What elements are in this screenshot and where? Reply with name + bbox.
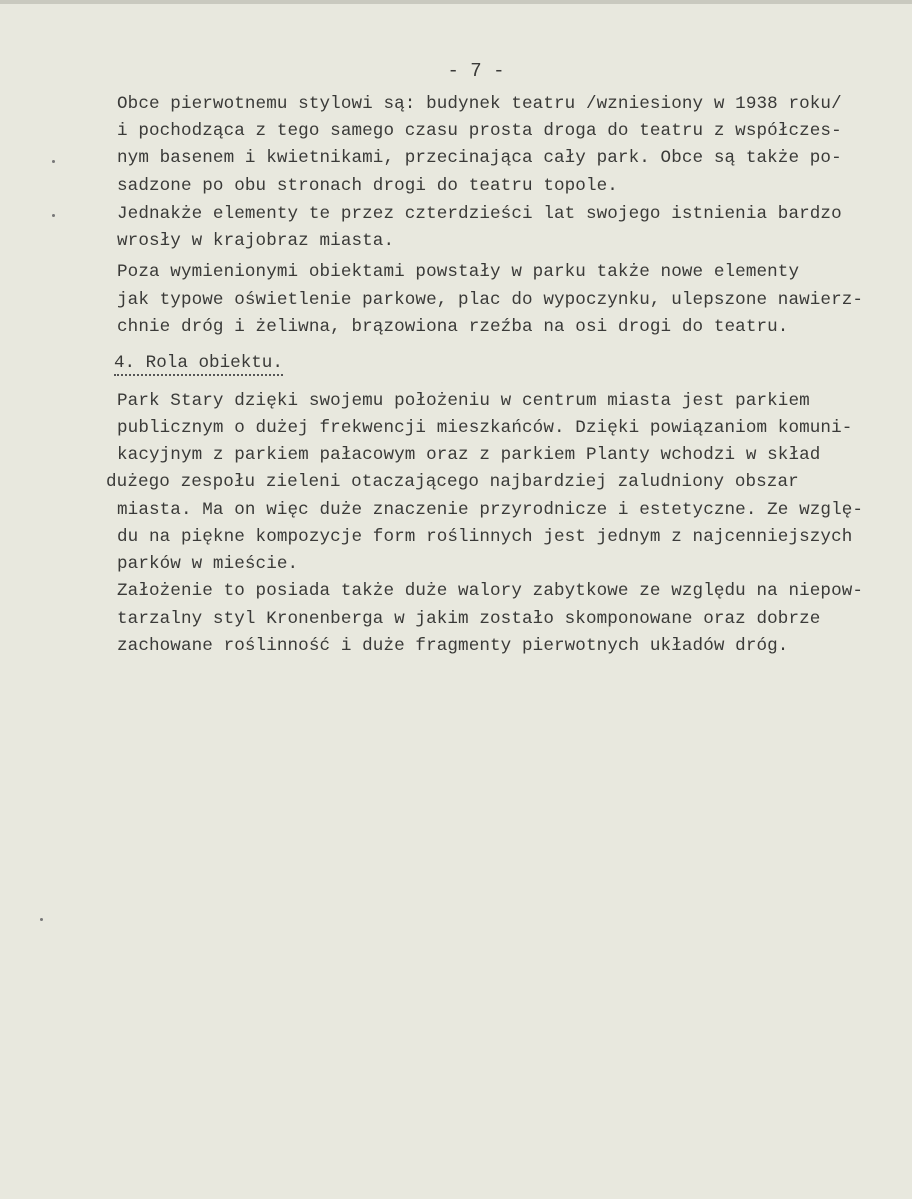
text-line: zachowane roślinność i duże fragmenty pierwotnych układów dróg. xyxy=(117,636,789,656)
text-line: miasta. Ma on więc duże znaczenie przyrodnicze i estetyczne. Ze wzglę- xyxy=(117,500,864,520)
margin-mark xyxy=(52,214,55,217)
text-line: Założenie to posiada także duże walory zabytkowe ze względu na niepow- xyxy=(117,581,864,601)
text-line: Jednakże elementy te przez czterdzieści lat swojego istnienia bardzo xyxy=(117,204,842,224)
text-line: parków w mieście. xyxy=(117,554,299,574)
text-line: nym basenem i kwietnikami, przecinająca cały park. Obce są także po- xyxy=(117,148,842,168)
text-line: Poza wymienionymi obiektami powstały w parku także nowe elementy xyxy=(117,262,800,282)
text-line: chnie dróg i żeliwna, brązowiona rzeźba na osi drogi do teatru. xyxy=(117,317,789,337)
text-line: jak typowe oświetlenie parkowe, plac do wypoczynku, ulepszone nawierz- xyxy=(117,290,864,310)
page-number: - 7 - xyxy=(447,60,505,82)
text-line: du na piękne kompozycje form roślinnych jest jednym z najcenniejszych xyxy=(117,527,853,547)
text-line: dużego zespołu zieleni otaczającego najbardziej zaludniony obszar xyxy=(106,472,799,492)
margin-mark xyxy=(52,160,55,163)
text-line: kacyjnym z parkiem pałacowym oraz z parkiem Planty wchodzi w skład xyxy=(117,445,821,465)
text-line: tarzalny styl Kronenberga w jakim zostało skomponowane oraz dobrze xyxy=(117,609,821,629)
text-line: Obce pierwotnemu stylowi są: budynek teatru /wzniesiony w 1938 roku/ xyxy=(117,94,842,114)
text-line: sadzone po obu stronach drogi do teatru topole. xyxy=(117,176,618,196)
margin-mark xyxy=(40,918,43,921)
text-line: Park Stary dzięki swojemu położeniu w centrum miasta jest parkiem xyxy=(117,391,810,411)
text-line: publicznym o dużej frekwencji mieszkańców. Dzięki powiązaniom komuni- xyxy=(117,418,853,438)
text-line: wrosły w krajobraz miasta. xyxy=(117,231,395,251)
page-top-edge xyxy=(0,0,912,4)
section-heading: 4. Rola obiektu. xyxy=(114,353,283,376)
text-line: i pochodząca z tego samego czasu prosta droga do teatru z współczes- xyxy=(117,121,842,141)
